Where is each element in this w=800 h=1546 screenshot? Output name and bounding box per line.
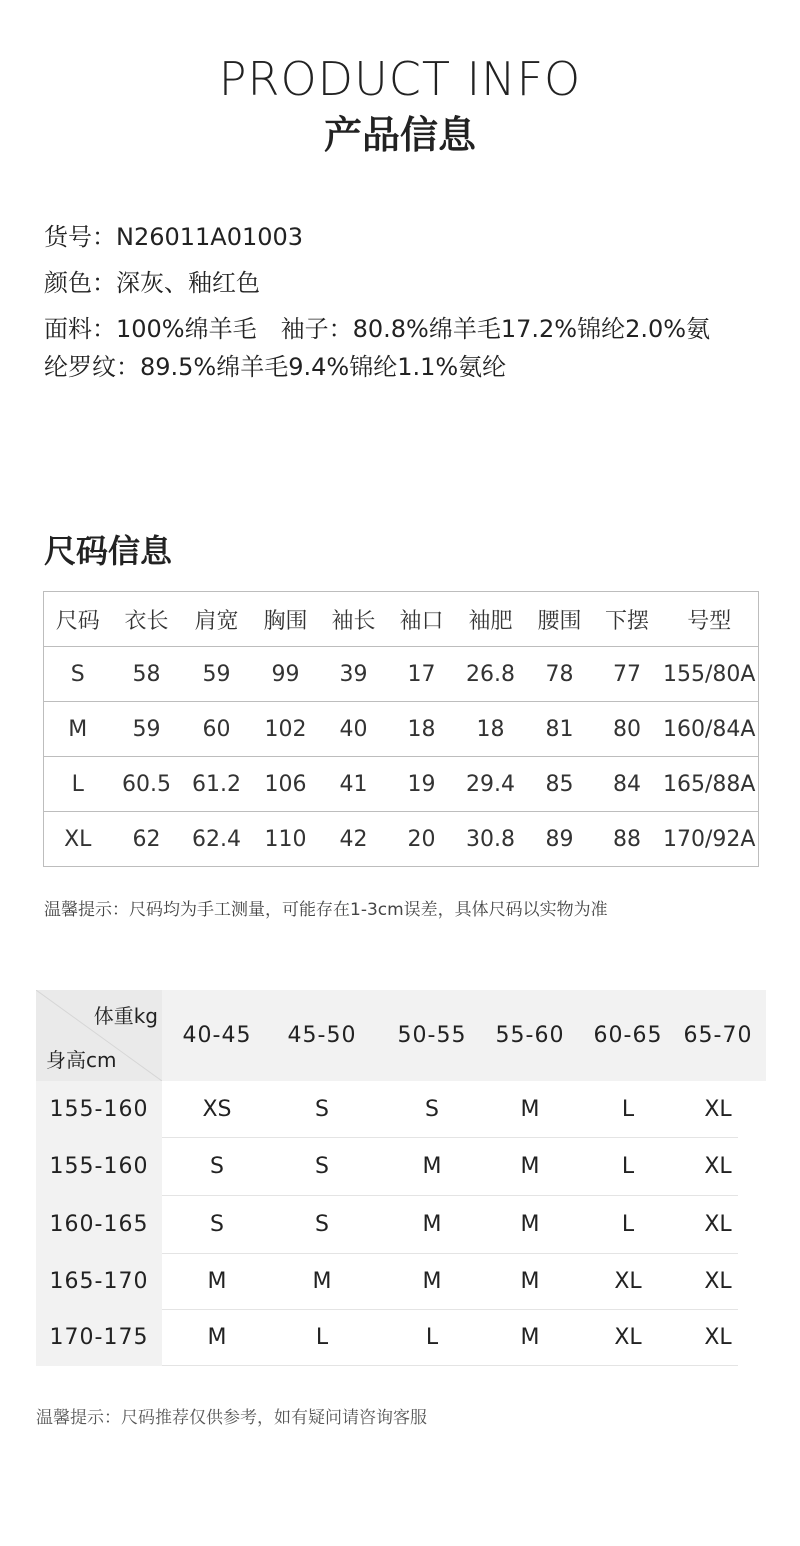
fabric-line-2: 纶罗纹：89.5%绵羊毛9.4%锦纶1.1%氨纶 xyxy=(44,353,507,381)
size-cell: 170/92A xyxy=(661,812,759,867)
size-cell: 80 xyxy=(594,702,661,757)
recommended-size-cell: M xyxy=(520,1325,540,1350)
size-cell: M xyxy=(44,702,112,757)
height-range-label: 165-170 xyxy=(49,1269,149,1294)
size-cell: 59 xyxy=(112,702,182,757)
size-cell: 18 xyxy=(456,702,526,757)
size-cell: 60.5 xyxy=(112,757,182,812)
height-range-label: 155-160 xyxy=(49,1154,149,1179)
recommended-size-cell: L xyxy=(621,1212,635,1237)
recommended-size-cell: XL xyxy=(704,1325,732,1350)
recommended-size-cell: S xyxy=(210,1154,224,1179)
size-cell: 59 xyxy=(182,647,252,702)
weight-range-header: 60-65 xyxy=(593,1023,663,1048)
recommended-size-cell: S xyxy=(315,1154,329,1179)
size-cell: 155/80A xyxy=(661,647,759,702)
size-cell: 20 xyxy=(388,812,456,867)
recommended-size-cell: XL xyxy=(704,1212,732,1237)
size-header-cell: 胸围 xyxy=(252,592,320,647)
recommended-size-cell: XL xyxy=(704,1154,732,1179)
recommended-size-cell: S xyxy=(210,1212,224,1237)
size-cell: XL xyxy=(44,812,112,867)
size-cell: 160/84A xyxy=(661,702,759,757)
recommend-note: 温馨提示：尺码推荐仅供参考，如有疑问请咨询客服 xyxy=(36,1408,427,1428)
recommended-size-cell: M xyxy=(207,1269,227,1294)
height-range-cell xyxy=(36,1310,162,1366)
recommended-size-cell: M xyxy=(207,1325,227,1350)
recommended-size-cell: L xyxy=(315,1325,329,1350)
recommended-size-cell: S xyxy=(425,1097,439,1122)
recommend-header xyxy=(36,990,766,1081)
height-range-cell xyxy=(36,1081,162,1138)
size-cell: 30.8 xyxy=(456,812,526,867)
recommended-size-cell: M xyxy=(520,1269,540,1294)
recommend-row xyxy=(36,1081,766,1138)
size-cell: 62 xyxy=(112,812,182,867)
recommended-size-cell: XL xyxy=(614,1269,642,1294)
size-cell: 165/88A xyxy=(661,757,759,812)
size-cell: 110 xyxy=(252,812,320,867)
recommend-row xyxy=(36,1196,766,1254)
size-header-cell: 肩宽 xyxy=(182,592,252,647)
size-cell: 26.8 xyxy=(456,647,526,702)
size-cell: 42 xyxy=(320,812,388,867)
recommended-size-cell: M xyxy=(520,1212,540,1237)
height-range-cell xyxy=(36,1196,162,1254)
size-header-cell: 袖长 xyxy=(320,592,388,647)
recommend-table xyxy=(36,990,766,1366)
height-range-label: 160-165 xyxy=(49,1212,149,1237)
recommended-size-cell: XL xyxy=(614,1325,642,1350)
recommended-size-cell: L xyxy=(621,1097,635,1122)
size-header-cell: 腰围 xyxy=(526,592,594,647)
size-header-cell: 袖肥 xyxy=(456,592,526,647)
recommended-size-cell: L xyxy=(425,1325,439,1350)
size-table-row xyxy=(44,812,759,867)
item-number: 货号：N26011A01003 xyxy=(44,223,304,251)
size-cell: 88 xyxy=(594,812,661,867)
size-header-cell: 号型 xyxy=(661,592,759,647)
recommended-size-cell: S xyxy=(315,1212,329,1237)
recommend-row xyxy=(36,1310,766,1366)
size-header-cell: 下摆 xyxy=(594,592,661,647)
size-cell: L xyxy=(44,757,112,812)
weight-range-header: 40-45 xyxy=(182,1023,252,1048)
size-table-row xyxy=(44,757,759,812)
size-cell: 61.2 xyxy=(182,757,252,812)
recommended-size-cell: L xyxy=(621,1154,635,1179)
size-cell: 40 xyxy=(320,702,388,757)
recommended-size-cell: XL xyxy=(704,1097,732,1122)
size-cell: 106 xyxy=(252,757,320,812)
recommended-size-cell: M xyxy=(422,1269,442,1294)
height-range-label: 170-175 xyxy=(49,1325,149,1350)
size-table-body xyxy=(44,592,759,867)
size-cell: 39 xyxy=(320,647,388,702)
height-axis-label: 身高cm xyxy=(46,1048,117,1072)
recommend-row xyxy=(36,1254,766,1310)
size-note: 温馨提示：尺码均为手工测量，可能存在1-3cm误差，具体尺码以实物为准 xyxy=(44,900,608,920)
recommended-size-cell: M xyxy=(520,1097,540,1122)
size-cell: 78 xyxy=(526,647,594,702)
weight-axis-label: 体重kg xyxy=(93,1004,158,1028)
size-table-row xyxy=(44,702,759,757)
size-cell: S xyxy=(44,647,112,702)
weight-range-header: 50-55 xyxy=(397,1023,467,1048)
size-cell: 85 xyxy=(526,757,594,812)
size-cell: 77 xyxy=(594,647,661,702)
size-cell: 17 xyxy=(388,647,456,702)
corner-cell xyxy=(36,990,162,1081)
product-info xyxy=(44,218,774,386)
size-cell: 60 xyxy=(182,702,252,757)
size-table-header-row xyxy=(44,592,759,647)
recommended-size-cell: M xyxy=(422,1212,442,1237)
size-cell: 62.4 xyxy=(182,812,252,867)
size-section-title: 尺码信息 xyxy=(44,532,173,570)
row-divider xyxy=(162,1365,738,1366)
weight-range-header: 45-50 xyxy=(287,1023,357,1048)
size-cell: 89 xyxy=(526,812,594,867)
weight-range-header: 55-60 xyxy=(495,1023,565,1048)
recommended-size-cell: XS xyxy=(202,1097,232,1122)
page-title-en: PRODUCT INFO xyxy=(218,52,582,106)
size-cell: 18 xyxy=(388,702,456,757)
size-cell: 99 xyxy=(252,647,320,702)
recommended-size-cell: M xyxy=(422,1154,442,1179)
size-table-row xyxy=(44,647,759,702)
size-header-cell: 袖口 xyxy=(388,592,456,647)
recommended-size-cell: S xyxy=(315,1097,329,1122)
height-range-cell xyxy=(36,1138,162,1196)
colors: 颜色：深灰、釉红色 xyxy=(44,269,260,297)
recommend-row xyxy=(36,1138,766,1196)
size-header-cell: 衣长 xyxy=(112,592,182,647)
page-title-cn: 产品信息 xyxy=(323,113,476,157)
height-range-label: 155-160 xyxy=(49,1097,149,1122)
height-range-cell xyxy=(36,1254,162,1310)
size-cell: 81 xyxy=(526,702,594,757)
size-header-cell: 尺码 xyxy=(44,592,112,647)
recommended-size-cell: XL xyxy=(704,1269,732,1294)
size-cell: 84 xyxy=(594,757,661,812)
recommended-size-cell: M xyxy=(520,1154,540,1179)
size-cell: 19 xyxy=(388,757,456,812)
recommended-size-cell: M xyxy=(312,1269,332,1294)
size-cell: 58 xyxy=(112,647,182,702)
fabric-line-1: 面料：100%绵羊毛 袖子：80.8%绵羊毛17.2%锦纶2.0%氨 xyxy=(44,315,711,343)
size-cell: 29.4 xyxy=(456,757,526,812)
size-cell: 41 xyxy=(320,757,388,812)
size-cell: 102 xyxy=(252,702,320,757)
size-table xyxy=(43,591,759,867)
weight-range-header: 65-70 xyxy=(683,1023,753,1048)
